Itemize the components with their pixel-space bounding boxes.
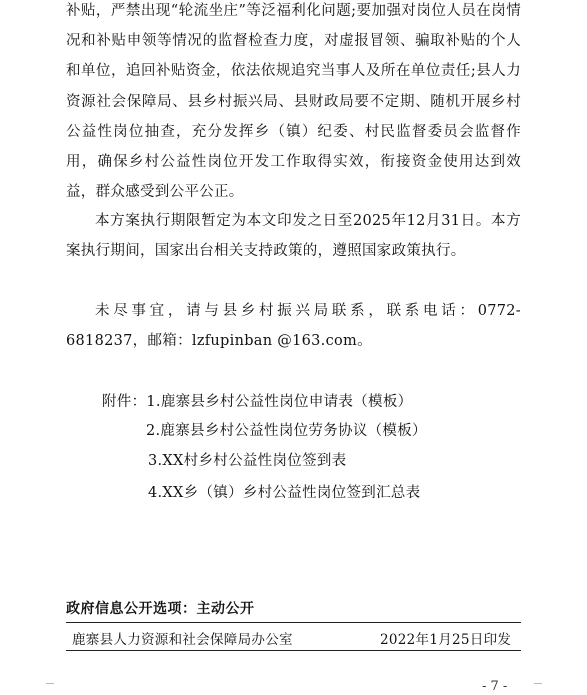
- disclosure-option: 政府信息公开选项：主动公开: [66, 601, 255, 617]
- attachment-item-2: 2.鹿寨县乡村公益性岗位劳务协议（模板）: [146, 423, 427, 439]
- page-corner-mark-right: [534, 683, 542, 692]
- issue-date: 2022年1月25日印发: [380, 632, 512, 648]
- issuing-office: 鹿寨县人力资源和社会保障局办公室: [72, 632, 293, 648]
- body-paragraph-term: 本方案执行期限暂定为本文印发之日至2025年12月31日。本方案执行期间，国家出台相关支持政策的，遵照国家政策执行。: [66, 213, 521, 260]
- page-corner-mark-left: [46, 683, 54, 692]
- footer-bottom-rule: [66, 650, 521, 651]
- attachment-item-3: 3.XX村乡村公益性岗位签到表: [148, 453, 347, 469]
- attachment-item-4: 4.XX乡（镇）乡村公益性岗位签到汇总表: [148, 485, 421, 501]
- body-paragraph-contact: 未尽事宜，请与县乡村振兴局联系，联系电话：0772-6818237，邮箱：lzfupinban @163.com。: [66, 303, 521, 350]
- body-paragraph-supervision: 补贴，严禁出现“轮流坐庄”等泛福利化问题;要加强对岗位人员在岗情况和补贴申领等情况的监督检查力度，对虚报冒领、骗取补贴的个人和单位，追回补贴资金，依法依规追究当事人及所在单位责任;县人力资源社会保障局、县乡村振兴局、县财政局要不定期、随机开展乡村公益性岗位抽查，充分发挥乡（镇）纪委、村民监督委员会监督作用，确保乡村公益性岗位开发工作取得实效，衔接资金使用达到效益，群众感受到公平公正。: [66, 3, 521, 201]
- footer-top-rule: [66, 622, 521, 623]
- page-number: - 7 -: [482, 679, 508, 694]
- attachment-item-1: 附件：1.鹿寨县乡村公益性岗位申请表（模板）: [102, 394, 413, 410]
